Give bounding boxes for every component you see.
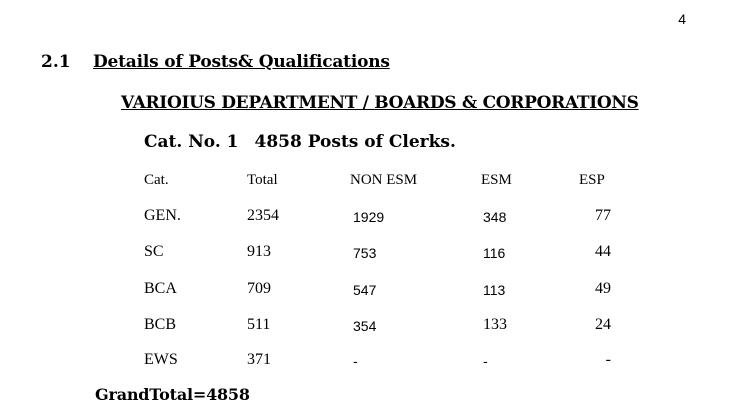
cell-esp: 49	[595, 280, 611, 297]
header-esm: ESM	[481, 172, 512, 188]
cell-esm: 113	[483, 282, 506, 298]
cell-cat: BCA	[144, 280, 177, 297]
cell-esp: 77	[595, 207, 611, 224]
category-line	[144, 132, 456, 152]
cell-non-esm: 354	[353, 318, 377, 334]
cell-total: 709	[247, 280, 271, 297]
cell-esm: -	[483, 353, 488, 369]
cell-cat: BCB	[144, 316, 177, 333]
cell-non-esm: -	[353, 353, 358, 369]
header-total: Total	[247, 172, 278, 188]
cell-cat: GEN.	[144, 207, 181, 224]
cell-esm: 348	[483, 209, 507, 225]
cell-esp: 24	[595, 316, 611, 333]
header-cat: Cat.	[144, 172, 169, 188]
category-label: Cat. No. 1	[144, 132, 239, 152]
section-number: 2.1	[41, 52, 71, 72]
cell-total: 2354	[247, 207, 279, 224]
cell-non-esm: 753	[353, 245, 377, 261]
cell-esp: 44	[595, 243, 611, 260]
cell-total: 913	[247, 243, 271, 260]
cell-total: 511	[247, 316, 271, 333]
cell-non-esm: 1929	[353, 209, 385, 225]
category-posts: 4858 Posts of Clerks.	[254, 132, 456, 152]
header-non-esm: NON ESM	[350, 172, 418, 188]
cell-esp: -	[605, 351, 611, 368]
grand-total: GrandTotal=4858	[95, 385, 250, 404]
cell-total: 371	[247, 351, 271, 368]
department-heading: VARIOIUS DEPARTMENT / BOARDS & CORPORATIONS	[121, 93, 639, 113]
cell-esm: 116	[483, 245, 506, 261]
page-number: 4	[678, 11, 686, 27]
cell-esm: 133	[483, 316, 507, 333]
cell-cat: SC	[144, 243, 164, 260]
header-esp: ESP	[579, 172, 605, 188]
section-title: Details of Posts& Qualifications	[93, 52, 390, 72]
cell-cat: EWS	[144, 351, 178, 368]
cell-non-esm: 547	[353, 282, 377, 298]
